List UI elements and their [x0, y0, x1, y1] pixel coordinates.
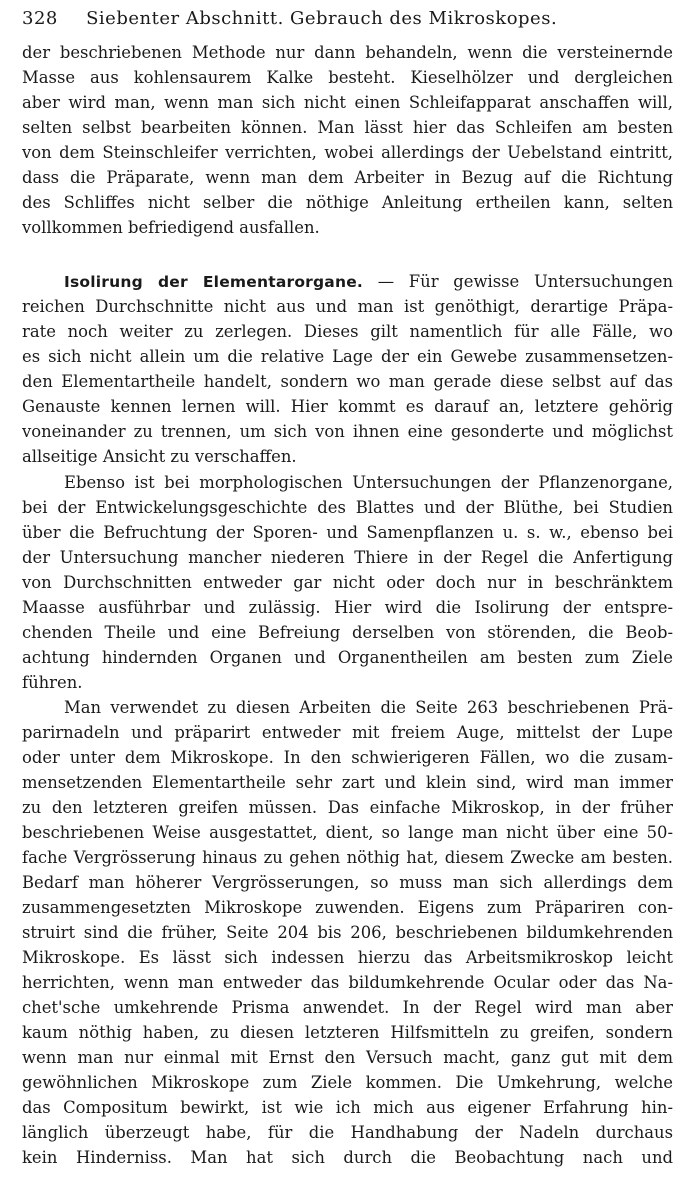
text-line: beschriebenen Weise ausgestattet, dient, so lange man nicht über eine 50- [22, 823, 673, 842]
text-line: oder unter dem Mikroskope. In den schwierigeren Fällen, wo die zusam- [22, 748, 673, 767]
text-line: selten selbst bearbeiten können. Man lässt hier das Schleifen am besten [22, 118, 673, 137]
text-line: kaum nöthig haben, zu diesen letzteren Hilfsmitteln zu greifen, sondern [22, 1023, 673, 1042]
running-title: Siebenter Abschnitt. Gebrauch des Mikroskopes. [86, 8, 558, 29]
text-line: rate noch weiter zu zerlegen. Dieses gilt namentlich für alle Fälle, wo [22, 322, 673, 341]
text-line: der Untersuchung mancher niederen Thiere in der Regel die Anfertigung [22, 548, 673, 567]
text-line: chet'sche umkehrende Prisma anwendet. In der Regel wird man aber [22, 998, 673, 1017]
text-line: reichen Durchschnitte nicht aus und man ist genöthigt, derartige Präpa- [22, 297, 673, 316]
text-line: gewöhnlichen Mikroskope zum Ziele kommen. Die Umkehrung, welche [22, 1073, 673, 1092]
page-number: 328 [22, 8, 58, 29]
text-line: von Durchschnitten entweder gar nicht oder doch nur in beschränktem [22, 573, 673, 592]
text-line: der beschriebenen Methode nur dann behandeln, wenn die versteinernde [22, 43, 673, 62]
text-line: Maasse ausführbar und zulässig. Hier wird die Isolirung der entspre- [22, 598, 673, 617]
text-line: Bedarf man höherer Vergrösserungen, so muss man sich allerdings dem [22, 873, 673, 892]
text-line: wenn man nur einmal mit Ernst den Versuch macht, ganz gut mit dem [22, 1048, 673, 1067]
text-line: achtung hindernden Organen und Organentheilen am besten zum Ziele [22, 648, 673, 667]
text-line: zu den letzteren greifen müssen. Das einfache Mikroskop, in der früher [22, 798, 673, 817]
text-line: mensetzenden Elementartheile sehr zart und klein sind, wird man immer [22, 773, 673, 792]
text-line: länglich überzeugt habe, für die Handhabung der Nadeln durchaus [22, 1123, 673, 1142]
text-line: struirt sind die früher, Seite 204 bis 206, beschriebenen bildumkehrenden [22, 923, 673, 942]
text-line: fache Vergrösserung hinaus zu gehen nöthig hat, diesem Zwecke am besten. [22, 848, 673, 867]
text-line: herrichten, wenn man entweder das bildumkehrende Ocular oder das Na- [22, 973, 673, 992]
section-heading: Isolirung der Elementarorgane. [64, 273, 364, 291]
text-line: chenden Theile und eine Befreiung derselben von störenden, die Beob- [22, 623, 673, 642]
text-line: bei der Entwickelungsgeschichte des Blattes und der Blüthe, bei Studien [22, 498, 673, 517]
section-heading-line [64, 271, 673, 293]
text-line: den Elementartheile handelt, sondern wo man gerade diese selbst auf das [22, 372, 673, 391]
text-line: kein Hinderniss. Man hat sich durch die Beobachtung nach und [22, 1148, 673, 1167]
text-line: aber wird man, wenn man sich nicht einen Schleifapparat anschaffen will, [22, 93, 673, 112]
text-line: des Schliffes nicht selber die nöthige Anleitung ertheilen kann, selten [22, 193, 673, 212]
page-header [22, 8, 675, 34]
text-line: das Compositum bewirkt, ist wie ich mich aus eigener Erfahrung hin- [22, 1098, 673, 1117]
text-line: Man verwendet zu diesen Arbeiten die Seite 263 beschriebenen Prä- [64, 698, 673, 717]
text-line: voneinander zu trennen, um sich von ihnen eine gesonderte und möglichst [22, 422, 673, 441]
text-line: Mikroskope. Es lässt sich indessen hierzu das Arbeitsmikroskop leicht [22, 948, 673, 967]
text-line: Masse aus kohlensaurem Kalke besteht. Kieselhölzer und dergleichen [22, 68, 673, 87]
text-line: allseitige Ansicht zu verschaffen. [22, 447, 297, 466]
text-line: über die Befruchtung der Sporen- und Samenpflanzen u. s. w., ebenso bei [22, 523, 673, 542]
text-line: dass die Präparate, wenn man dem Arbeiter in Bezug auf die Richtung [22, 168, 673, 187]
section-heading-rest: — Für gewisse Untersuchungen [363, 272, 674, 291]
text-line: zusammengesetzten Mikroskope zuwenden. Eigens zum Präpariren con- [22, 898, 673, 917]
text-line: parirnadeln und präparirt entweder mit freiem Auge, mittelst der Lupe [22, 723, 673, 742]
text-line: Genauste kennen lernen will. Hier kommt es darauf an, letztere gehörig [22, 397, 673, 416]
text-line: führen. [22, 673, 83, 692]
text-line: Ebenso ist bei morphologischen Untersuchungen der Pflanzenorgane, [64, 473, 673, 492]
text-line: von dem Steinschleifer verrichten, wobei allerdings der Uebelstand eintritt, [22, 143, 673, 162]
text-line: vollkommen befriedigend ausfallen. [22, 218, 320, 237]
text-line: es sich nicht allein um die relative Lage der ein Gewebe zusammensetzen- [22, 347, 673, 366]
